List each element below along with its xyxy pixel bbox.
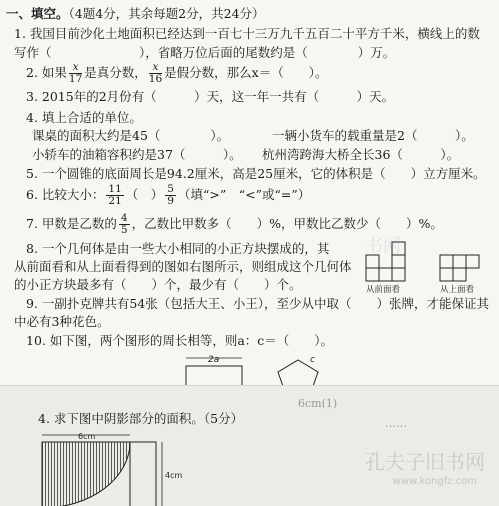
q4-b: 一辆小货车的载重量是2（ ）。 [272, 128, 474, 143]
q4-a: 课桌的面积大约是45（ ）。 [32, 128, 230, 143]
q9-line2: 中必有3种花色。 [14, 314, 110, 329]
q7 [26, 213, 443, 236]
label-4cm: 4cm [165, 471, 183, 480]
label-6cm: 6cm [78, 432, 96, 441]
q2-f1-den: 17 [68, 73, 83, 85]
faint-text-2: …… [385, 417, 407, 430]
q7-post: ，乙数比甲数多（ ）%，甲数比乙数少（ ）%。 [131, 216, 443, 231]
pentagon-label-c: c [310, 355, 315, 365]
q10-figures [170, 352, 350, 385]
shaded-area-figure [20, 430, 190, 506]
q8-line3: 的小正方块最多有（ ）个，最少有（ ）个。 [14, 277, 302, 292]
shaded-region [42, 442, 130, 506]
q6-f1-den: 21 [108, 195, 122, 207]
q1-line1: 1. 我国目前沙化土地面积已经达到一百七十三万九千五百二十平方千米，横线上的数 [14, 26, 480, 41]
q2-post: 是假分数，那么x＝（ ）。 [164, 65, 328, 80]
q6-pre: 6. 比较大小： [26, 187, 105, 202]
label-front-view: 从前面看 [366, 285, 401, 294]
background-watermark: 书网 [365, 236, 401, 257]
q7-pre: 7. 甲数是乙数的 [26, 216, 117, 231]
q2-pre: 2. 如果 [26, 65, 67, 80]
q6-fraction-2 [165, 184, 176, 207]
q7-f-den: 5 [120, 224, 128, 236]
q6-f2-num: 5 [167, 183, 174, 195]
q4-c: 小轿车的油箱容积约是37（ ）。 [32, 147, 242, 162]
bottom-q4: 4. 求下图中阴影部分的面积。（5分） [38, 411, 244, 426]
q6-blank: （ ） [125, 187, 164, 202]
q1-line2: 写作（ ），省略万位后面的尾数约是（ ）万。 [14, 45, 396, 60]
q6-post: （填“>” “<”或“=”） [177, 187, 311, 202]
q5: 5. 一个圆锥的底面周长是94.2厘米，高是25厘米，它的体积是（ ）立方厘米。 [26, 166, 486, 181]
q2-f1-num: x [69, 62, 82, 74]
top-view-diagram [440, 255, 479, 281]
section-title: 一、填空。 [6, 6, 69, 21]
q6-fraction-1 [106, 184, 123, 207]
section-heading [6, 6, 265, 22]
q6 [26, 184, 310, 207]
rectangle-figure [186, 366, 242, 385]
q2 [26, 62, 327, 85]
q3: 3. 2015年的2月份有（ ）天，这一年一共有（ ）天。 [26, 89, 395, 104]
rectangle-label-2a: 2a [208, 355, 220, 365]
q2-mid: 是真分数， [84, 65, 147, 80]
q9-line1: 9. 一副扑克牌共有54张（包括大王、小王），至少从中取（ ）张牌，才能保证其 [26, 296, 490, 311]
q10: 10. 如下图，两个图形的周长相等，则a：c＝（ ）。 [26, 333, 334, 348]
q2-f2-num: x [149, 62, 162, 74]
q6-f1-num: 11 [108, 183, 122, 195]
q6-f2-den: 9 [167, 195, 174, 207]
kongfz-watermark: 孔夫子旧书网 [365, 450, 485, 474]
section-desc: （4题4分，其余每题2分，共24分） [68, 6, 265, 21]
q8-line1: 8. 一个几何体是由一些大小相同的小正方块摆成的，其 [26, 241, 330, 256]
exam-page-bottom [0, 385, 499, 506]
q8-views-figure [360, 236, 490, 294]
q2-fraction-1 [69, 62, 82, 85]
q7-fraction [119, 213, 130, 236]
q2-fraction-2 [149, 62, 162, 85]
label-top-view: 从上面看 [440, 285, 475, 294]
faint-text-1: 6cm(1) [298, 397, 338, 410]
kongfz-url: www.kongfz.com [392, 476, 477, 487]
q4-d: 杭州湾跨海大桥全长36（ ）。 [262, 147, 460, 162]
q7-f-num: 4 [120, 212, 128, 224]
q2-f2-den: 16 [148, 73, 163, 85]
q8-line2: 从前面看和从上面看得到的图如右图所示，则组成这个几何体 [14, 259, 352, 274]
q4-title: 4. 填上合适的单位。 [26, 110, 142, 125]
front-view-diagram [366, 242, 405, 281]
